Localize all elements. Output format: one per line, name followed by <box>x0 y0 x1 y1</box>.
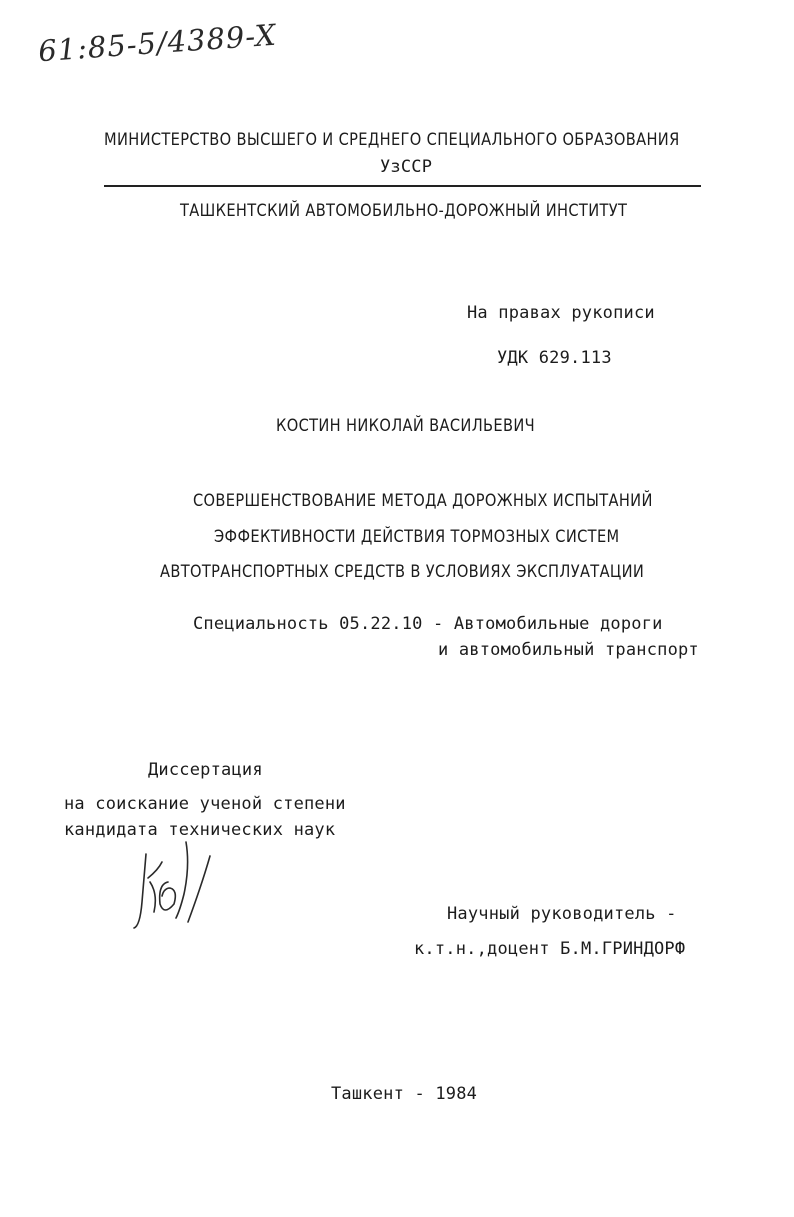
supervisor-label: Научный руководитель - <box>447 904 677 924</box>
ministry-line-2: УзССР <box>380 157 433 177</box>
udc-code: УДК 629.113 <box>497 348 612 368</box>
handwritten-signature <box>128 832 218 936</box>
dissertation-label: Диссертация <box>148 760 263 780</box>
supervisor-name: к.т.н.,доцент Б.М.ГРИНДОРФ <box>414 939 686 959</box>
dissertation-degree-line-2: кандидата технических наук <box>64 820 336 840</box>
institute-name: ТАШКЕНТСКИЙ АВТОМОБИЛЬНО-ДОРОЖНЫЙ ИНСТИТУТ <box>180 201 628 221</box>
header-divider <box>104 185 701 187</box>
title-line-2: ЭФФЕКТИВНОСТИ ДЕЙСТВИЯ ТОРМОЗНЫХ СИСТЕМ <box>214 527 620 547</box>
specialty-line-2: и автомобильный транспорт <box>438 640 699 660</box>
title-line-1: СОВЕРШЕНСТВОВАНИЕ МЕТОДА ДОРОЖНЫХ ИСПЫТАНИЙ <box>193 491 653 511</box>
rights-note: На правах рукописи <box>467 303 655 323</box>
place-and-year: Ташкент - 1984 <box>331 1084 478 1104</box>
specialty-line-1: Специальность 05.22.10 - Автомобильные дороги <box>193 614 663 634</box>
author-name: КОСТИН НИКОЛАЙ ВАСИЛЬЕВИЧ <box>276 416 536 436</box>
archive-code-handwritten: 61:85-5/4389-X <box>37 17 278 69</box>
ministry-line-1: МИНИСТЕРСТВО ВЫСШЕГО И СРЕДНЕГО СПЕЦИАЛЬНОГО ОБРАЗОВАНИЯ <box>104 130 680 150</box>
dissertation-degree-line-1: на соискание ученой степени <box>64 794 346 814</box>
title-line-3: АВТОТРАНСПОРТНЫХ СРЕДСТВ В УСЛОВИЯХ ЭКСПЛУАТАЦИИ <box>160 562 645 582</box>
